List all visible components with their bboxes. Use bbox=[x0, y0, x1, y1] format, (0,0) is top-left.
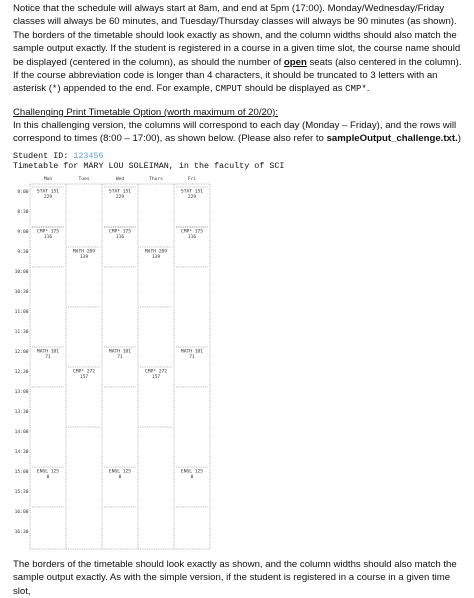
challenge-paragraph bbox=[13, 119, 463, 146]
time-label: 16:30 bbox=[14, 530, 29, 535]
section-heading: Challenging Print Timetable Option (worth maximum of 20/20): bbox=[13, 107, 279, 118]
course-name: MATH 101 bbox=[36, 349, 60, 355]
time-label: 13:00 bbox=[14, 390, 29, 395]
course-seats: 0 bbox=[190, 475, 194, 480]
course-seats: 71 bbox=[117, 355, 123, 360]
cmp-code: CMP* bbox=[345, 84, 367, 95]
student-id-value: 123456 bbox=[73, 151, 104, 161]
time-label: 12:30 bbox=[14, 370, 29, 375]
course-name: ENGL 125 bbox=[36, 469, 60, 475]
time-label: 8:30 bbox=[17, 210, 29, 215]
challenge-text: In this challenging version, the columns will correspond to each day (Monday – Friday), and the rows will correspond to times (8:00 – 17:00), as shown below. (Please also refer to bbox=[13, 120, 457, 145]
course-seats: 71 bbox=[189, 355, 195, 360]
course-seats: 229 bbox=[187, 195, 197, 200]
course-name: CMP* 272 bbox=[72, 369, 96, 375]
course-seats: 71 bbox=[45, 355, 51, 360]
time-label: 12:00 bbox=[14, 350, 29, 355]
course-name: CMP* 272 bbox=[144, 369, 168, 375]
course-name: MATH 209 bbox=[144, 249, 168, 255]
intro-paragraph bbox=[13, 2, 463, 97]
timetable-title: Timetable for MARY LOU SOLEIMAN, in the faculty of SCI bbox=[13, 161, 285, 171]
day-header: Thurs bbox=[149, 177, 163, 182]
time-label: 8:00 bbox=[17, 190, 29, 195]
intro-text-4: should be displayed as bbox=[242, 83, 346, 95]
course-seats: 157 bbox=[79, 375, 89, 380]
course-seats: 229 bbox=[115, 195, 125, 200]
student-id-label: Student ID: bbox=[13, 151, 74, 161]
course-name: CMP* 175 bbox=[36, 229, 60, 235]
course-seats: 0 bbox=[118, 475, 122, 480]
course-name: STAT 151 bbox=[180, 189, 204, 195]
day-header: Fri bbox=[187, 177, 197, 182]
time-label: 15:30 bbox=[14, 490, 29, 495]
timetable-grid bbox=[12, 175, 224, 553]
asterisk-code: * bbox=[51, 84, 58, 95]
course-seats: 0 bbox=[46, 475, 50, 480]
course-name: MATH 209 bbox=[72, 249, 96, 255]
time-label: 16:00 bbox=[14, 510, 29, 515]
time-label: 15:00 bbox=[14, 470, 29, 475]
time-label: 9:30 bbox=[17, 250, 29, 255]
intro-text-2: seats (also centered in the column). If the course abbreviation code is longer than 4 characters, it should be truncated to 3 letters with an asterisk ( bbox=[13, 56, 462, 95]
course-seats: 116 bbox=[187, 235, 197, 240]
open-emphasis: open bbox=[283, 56, 307, 68]
time-label: 14:00 bbox=[14, 430, 29, 435]
day-header: Mon bbox=[43, 177, 53, 182]
course-name: MATH 101 bbox=[108, 349, 132, 355]
time-label: 11:30 bbox=[14, 330, 29, 335]
course-seats: 116 bbox=[43, 235, 53, 240]
course-seats: 157 bbox=[151, 375, 161, 380]
time-label: 10:30 bbox=[14, 290, 29, 295]
challenge-text-end: ) bbox=[457, 133, 461, 145]
course-name: ENGL 125 bbox=[180, 469, 204, 475]
course-seats: 116 bbox=[115, 235, 125, 240]
day-header: Tues bbox=[78, 177, 90, 182]
course-name: STAT 151 bbox=[36, 189, 60, 195]
course-seats: 229 bbox=[43, 195, 53, 200]
time-label: 9:00 bbox=[17, 230, 29, 235]
cmput-code: CMPUT bbox=[215, 84, 243, 95]
day-header: Wed bbox=[115, 177, 125, 182]
sample-file-name: sampleOutput_challenge.txt. bbox=[326, 133, 458, 145]
course-name: CMP* 175 bbox=[108, 229, 132, 235]
course-seats: 139 bbox=[79, 255, 89, 260]
time-label: 11:00 bbox=[14, 310, 29, 315]
course-name: MATH 101 bbox=[180, 349, 204, 355]
course-name: ENGL 125 bbox=[108, 469, 132, 475]
time-label: 13:30 bbox=[14, 410, 29, 415]
course-seats: 139 bbox=[151, 255, 161, 260]
intro-text-5: . bbox=[366, 83, 370, 95]
intro-text: Notice that the schedule will always start at 8am, and end at 5pm (17:00). Monday/Wednesday/Friday classes will always be 60 minutes, and Tuesday/Thursday classes will always be 90 minutes (as shown). The borders of the timetable should look exactly as shown, and the column widths should also match the sample output exactly. If the student is registered in a course in a given time slot, the course name should be displayed (centered in the column), as should the number of bbox=[13, 3, 461, 68]
course-name: CMP* 175 bbox=[180, 229, 204, 235]
course-name: STAT 151 bbox=[108, 189, 132, 195]
bottom-paragraph: The borders of the timetable should look exactly as shown, and the column widths should also match the sample output exactly. As with the simple version, if the student is registered in a course in a given time slot, bbox=[13, 559, 457, 597]
intro-text-3: ) appended to the end. For example, bbox=[57, 83, 216, 95]
time-label: 14:30 bbox=[14, 450, 29, 455]
time-label: 10:00 bbox=[14, 270, 29, 275]
